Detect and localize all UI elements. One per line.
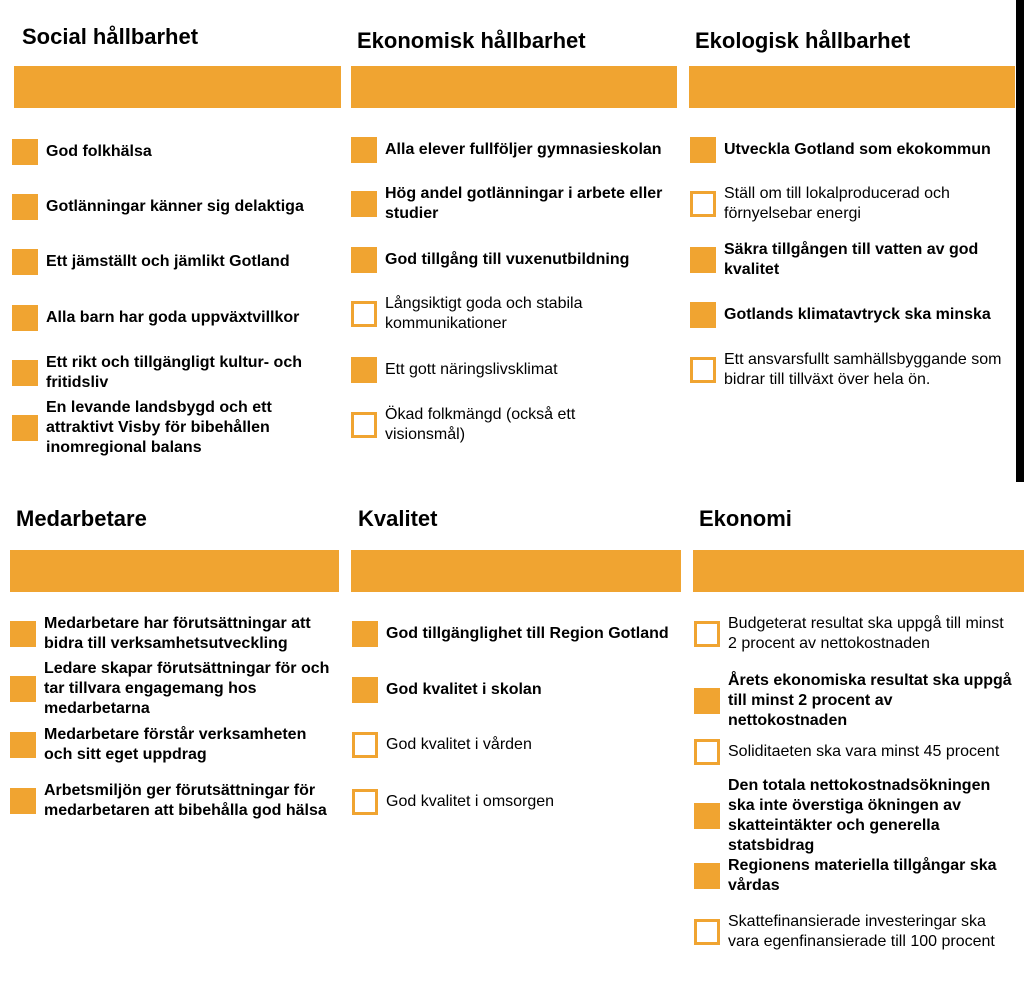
empty-square-icon (694, 919, 720, 945)
filled-square-icon (10, 676, 36, 702)
goal-item-economic-3: God tillgång till vuxenutbildning (351, 245, 677, 275)
goal-item-economic-5: Ett gott näringslivsklimat (351, 355, 677, 385)
goal-item-social-2: Gotlänningar känner sig delaktiga (12, 192, 342, 222)
header-bar-quality (351, 550, 681, 592)
empty-square-icon (694, 739, 720, 765)
title-staff: Medarbetare (16, 506, 147, 531)
goal-item-ecological-2: Ställ om till lokalproducerad och förnyelsebar energi (690, 184, 980, 224)
empty-square-icon (351, 301, 377, 327)
goal-item-economic-1: Alla elever fullföljer gymnasieskolan (351, 135, 677, 165)
goal-item-social-4: Alla barn har goda uppväxtvillkor (12, 303, 342, 333)
title-quality: Kvalitet (358, 506, 438, 531)
goal-item-economy-6: Skattefinansierade investeringar ska vara egenfinansierade till 100 procent (694, 912, 1014, 952)
empty-square-icon (694, 621, 720, 647)
goal-item-quality-3: God kvalitet i vården (352, 730, 681, 760)
empty-square-icon (352, 732, 378, 758)
header-bar-economic (351, 66, 677, 108)
goal-item-quality-1: God tillgänglighet till Region Gotland (352, 619, 681, 649)
header-bar-social (14, 66, 341, 108)
goal-item-ecological-4: Gotlands klimatavtryck ska minska (690, 300, 1015, 330)
filled-square-icon (690, 247, 716, 273)
goal-item-economic-2: Hög andel gotlänningar i arbete eller studier (351, 184, 673, 224)
goal-item-economy-5: Regionens materiella tillgångar ska vårdas (694, 856, 1004, 896)
header-bar-ecological (689, 66, 1015, 108)
title-ecological: Ekologisk hållbarhet (695, 28, 911, 53)
filled-square-icon (10, 788, 36, 814)
goal-item-social-1: God folkhälsa (12, 137, 342, 167)
title-economy: Ekonomi (699, 506, 792, 531)
goal-item-ecological-1: Utveckla Gotland som ekokommun (690, 135, 1015, 165)
goal-item-economic-4: Långsiktigt goda och stabila kommunikationer (351, 294, 601, 334)
goal-item-economy-4: Den totala nettokostnadsökningen ska inte överstiga ökningen av skatteintäkter och generella statsbidrag (694, 775, 1014, 857)
filled-square-icon (351, 191, 377, 217)
filled-square-icon (690, 302, 716, 328)
empty-square-icon (352, 789, 378, 815)
filled-square-icon (352, 621, 378, 647)
filled-square-icon (690, 137, 716, 163)
filled-square-icon (351, 357, 377, 383)
filled-square-icon (12, 360, 38, 386)
filled-square-icon (12, 139, 38, 165)
goal-item-quality-4: God kvalitet i omsorgen (352, 787, 681, 817)
goal-item-social-6: En levande landsbygd och ett attraktivt Visby för bibehållen inomregional balans (12, 397, 298, 459)
filled-square-icon (351, 137, 377, 163)
filled-square-icon (12, 305, 38, 331)
goal-item-staff-1: Medarbetare har förutsättningar att bidra till verksamhetsutveckling (10, 614, 330, 654)
filled-square-icon (10, 732, 36, 758)
empty-square-icon (690, 191, 716, 217)
title-economic: Ekonomisk hållbarhet (357, 28, 586, 53)
title-social: Social hållbarhet (22, 24, 199, 49)
header-bar-staff (10, 550, 339, 592)
empty-square-icon (690, 357, 716, 383)
filled-square-icon (351, 247, 377, 273)
header-bar-economy (693, 550, 1024, 592)
goal-item-staff-2: Ledare skapar förutsättningar för och tar tillvara engagemang hos medarbetarna (10, 659, 340, 719)
filled-square-icon (12, 249, 38, 275)
goal-item-economy-1: Budgeterat resultat ska uppgå till minst 2 procent av nettokostnaden (694, 614, 1004, 654)
goal-item-quality-2: God kvalitet i skolan (352, 675, 681, 705)
filled-square-icon (694, 688, 720, 714)
goal-item-ecological-5: Ett ansvarsfullt samhällsbyggande som bidrar till tillväxt över hela ön. (690, 350, 1015, 390)
goal-item-economy-3: Soliditaeten ska vara minst 45 procent (694, 737, 1024, 767)
goal-item-ecological-3: Säkra tillgången till vatten av god kvalitet (690, 240, 990, 280)
filled-square-icon (10, 621, 36, 647)
filled-square-icon (694, 803, 720, 829)
goal-item-staff-3: Medarbetare förstår verksamheten och sitt eget uppdrag (10, 725, 330, 765)
goal-item-social-3: Ett jämställt och jämlikt Gotland (12, 247, 342, 277)
filled-square-icon (12, 194, 38, 220)
filled-square-icon (352, 677, 378, 703)
goal-item-staff-4: Arbetsmiljön ger förutsättningar för medarbetaren att bibehålla god hälsa (10, 781, 340, 821)
filled-square-icon (12, 415, 38, 441)
filled-square-icon (694, 863, 720, 889)
empty-square-icon (351, 412, 377, 438)
goal-item-economy-2: Årets ekonomiska resultat ska uppgå till minst 2 procent av nettokostnaden (694, 670, 1014, 732)
goal-item-social-5: Ett rikt och tillgängligt kultur- och fritidsliv (12, 353, 312, 393)
goal-item-economic-6: Ökad folkmängd (också ett visionsmål) (351, 405, 611, 445)
